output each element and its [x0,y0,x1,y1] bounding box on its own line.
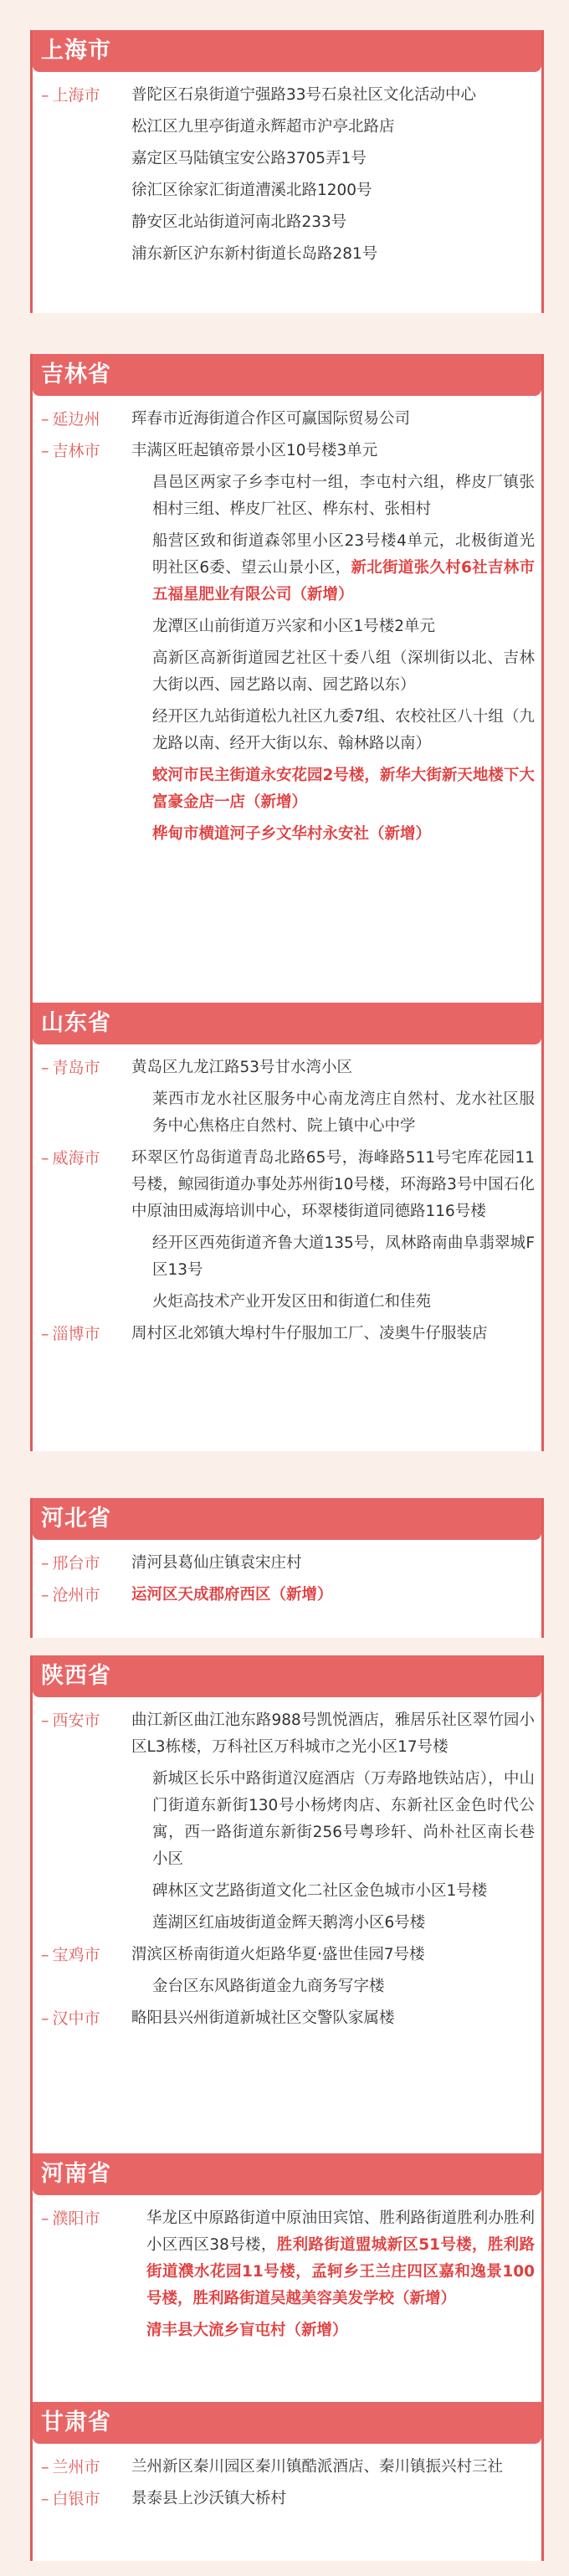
province-jilin [30,354,544,1010]
address-item: 曲江新区曲江池东路988号凯悦酒店，雅居乐社区翠竹园小区L3栋楼，万科社区万科城市之光小区17号楼 [131,1711,535,1756]
city-name: 汉中市 [52,2009,100,2028]
city-baoji: – 宝鸡市 渭滨区桥南街道火炬路华夏·盛世佳园7号楼 金台区东风路街道金九商务写字楼 [33,1942,541,2000]
province-title: 河南省 [33,2153,541,2195]
address-item: 金台区东风路街道金九商务写字楼 [152,1978,385,1995]
address-item: 黄岛区九龙江路53号甘水湾小区 [131,1059,353,1076]
city-name: 青岛市 [52,1059,100,1077]
address-item: 昌邑区两家子乡李屯村一组，李屯村六组，桦皮厂镇张相村三组、桦皮厂社区、桦东村、张相村 [152,474,535,518]
address-item: 松江区九里亭街道永辉超市沪亭北路店 [131,118,395,136]
province-title: 陕西省 [33,1655,541,1697]
province-title: 山东省 [33,1003,541,1044]
city-cangzhou: – 沧州市 运河区天成郡府西区（新增） [33,1582,541,1609]
province-title: 甘肃省 [33,2402,541,2444]
address-item: 龙潭区山前街道万兴家和小区1号楼2单元 [152,618,436,635]
new-address-highlight: 新北街道张久村6社吉林市五福星肥业有限公司（新增） [152,559,535,603]
new-address-highlight: 运河区天成郡府西区（新增） [131,1586,333,1604]
province-henan [30,2153,544,2402]
city-lanzhou: – 兰州市 兰州新区秦川园区秦川镇酷派酒店、秦川镇振兴村三社 [33,2454,541,2481]
province-title: 吉林省 [33,354,541,396]
province-title: 河北省 [33,1498,541,1540]
province-hebei [30,1498,544,1638]
city-name: 威海市 [52,1149,100,1167]
address-item: 浦东新区沪东新村街道长岛路281号 [131,245,378,263]
address-item: 周村区北郊镇大埠村牛仔服加工厂、凌奥牛仔服装店 [131,1325,488,1342]
city-puyang: – 濮阳市 华龙区中原路街道中原油田宾馆、胜利路街道胜利办胜利小区西区38号楼，胜利路街道盟城新区51号楼，胜利路街道濮水花园11号楼，孟轲乡王兰庄四区嘉和逸景100号楼，胜利路街道吴越美容美发学校（新增） [33,2205,541,2312]
address-item: 兰州新区秦川园区秦川镇酷派酒店、秦川镇振兴村三社 [131,2458,504,2476]
address-item: 莲湖区红庙坡街道金辉天鹅湾小区6号楼 [152,1914,426,1932]
city-name: 淄博市 [52,1325,100,1343]
address-item: 华龙区中原路街道中原油田宾馆、胜利路街道胜利办胜利小区西区38号楼，胜利路街道盟城新区51号楼，胜利路街道濮水花园11号楼，孟轲乡王兰庄四区嘉和逸景100号楼，胜利路街道吴越美容美发学校（新增） [146,2209,536,2307]
new-address-highlight: 桦甸市横道河子乡文华村永安社（新增） [152,825,432,843]
province-shaanxi [30,1655,544,2171]
city-qingdao: – 青岛市 黄岛区九龙江路53号甘水湾小区 莱西市龙水社区服务中心南龙湾庄自然村、龙水社区服务中心焦格庄自然村、院上镇中心中学 [33,1055,541,1140]
city-weihai: – 威海市 环翠区竹岛街道青岛北路65号，海峰路511号宅库花园11号楼，鲸园街道办事处苏州街10号楼，环海路3号中国石化中原油田威海培训中心，环翠楼街道同德路116号楼 经开区西苑街道齐鲁大道135号，凤林路南曲阜翡翠城F区13号 火炬高技术产业开发区田和街道仁和佳苑 [33,1145,541,1316]
address-item: 新城区长乐中路街道汉庭酒店（万寿路地铁站店），中山门街道东新街130号小杨烤肉店、东新社区金色时代公寓，西一路街道东新街256号粤珍轩、尚朴社区南长巷小区 [152,1770,535,1868]
address-item: 静安区北站街道河南北路233号 [131,213,347,231]
province-shandong [30,1003,544,1451]
city-name: 沧州市 [52,1586,100,1604]
new-address-highlight: 清丰县大流乡盲屯村（新增） [146,2322,348,2339]
address-item: 高新区高新街道园艺社区十委八组（深圳街以北、吉林大街以西、园艺路以南、园艺路以东） [152,649,535,694]
address-item: 环翠区竹岛街道青岛北路65号，海峰路511号宅库花园11号楼，鲸园街道办事处苏州街10号楼，环海路3号中国石化中原油田威海培训中心，环翠楼街道同德路116号楼 [131,1149,535,1220]
address-item: 略阳县兴州街道新城社区交警队家属楼 [131,2009,395,2027]
address-item: 火炬高技术产业开发区田和街道仁和佳苑 [152,1293,432,1311]
address-item: 嘉定区马陆镇宝安公路3705弄1号 [131,150,367,167]
city-name: 濮阳市 [52,2209,100,2228]
city-name: 白银市 [52,2490,100,2508]
city-name: 兰州市 [52,2458,100,2476]
address-item: 珲春市近海街道合作区可赢国际贸易公司 [131,410,411,428]
address-item: 清河县葛仙庄镇袁宋庄村 [131,1554,302,1572]
address-item: 普陀区石泉街道宁强路33号石泉社区文化活动中心 [131,86,477,104]
city-name: 邢台市 [52,1554,100,1573]
address-item: 经开区西苑街道齐鲁大道135号，凤林路南曲阜翡翠城F区13号 [152,1234,535,1279]
address-item: 碑林区文艺路街道文化二社区金色城市小区1号楼 [152,1882,488,1900]
city-shanghai: – 上海市 普陀区石泉街道宁强路33号石泉社区文化活动中心 松江区九里亭街道永辉超市沪亭北路店 嘉定区马陆镇宝安公路3705弄1号 徐汇区徐家汇街道漕溪北路1200号 静安区北站街道河南北路233号 浦东新区沪东新村街道长岛路281号 [33,82,541,268]
city-xingtai: – 邢台市 清河县葛仙庄镇袁宋庄村 [33,1550,541,1577]
address-item: 船营区致和街道森邻里小区23号楼4单元，北极街道光明社区6委、望云山景小区，新北街道张久村6社吉林市五福星肥业有限公司（新增） [152,532,535,603]
address-item: 景泰县上沙沃镇大桥村 [131,2490,287,2507]
address-item: 经开区九站街道松九社区九委7组、农校社区八十组（九龙路以南、经开大街以东、翰林路以南） [152,708,535,752]
new-address-highlight: 胜利路街道盟城新区51号楼，胜利路街道濮水花园11号楼，孟轲乡王兰庄四区嘉和逸景100号楼，胜利路街道吴越美容美发学校（新增） [146,2236,536,2307]
city-baiyin: – 白银市 景泰县上沙沃镇大桥村 [33,2486,541,2512]
city-hanzhong: – 汉中市 略阳县兴州街道新城社区交警队家属楼 [33,2005,541,2032]
city-name: 上海市 [52,86,100,105]
city-name: 宝鸡市 [52,1946,100,1964]
city-name: 吉林市 [52,442,100,460]
city-yanbian: – 延边州 珲春市近海街道合作区可赢国际贸易公司 [33,406,541,433]
city-zibo: – 淄博市 周村区北郊镇大埠村牛仔服加工厂、凌奥牛仔服装店 [33,1321,541,1347]
province-gansu [30,2402,544,2561]
address-item: 丰满区旺起镇帝景小区10号楼3单元 [131,442,378,459]
city-name: 西安市 [52,1711,100,1730]
address-item: 莱西市龙水社区服务中心南龙湾庄自然村、龙水社区服务中心焦格庄自然村、院上镇中心中学 [152,1090,535,1135]
province-title: 上海市 [33,30,541,72]
address-item: 徐汇区徐家汇街道漕溪北路1200号 [131,182,372,199]
province-shanghai [30,30,544,313]
city-name: 延边州 [52,410,100,428]
address-item: 渭滨区桥南街道火炬路华夏·盛世佳园7号楼 [131,1946,425,1963]
new-address-highlight: 蛟河市民主街道永安花园2号楼，新华大街新天地楼下大富豪金店一店（新增） [152,767,535,811]
city-jilin: – 吉林市 丰满区旺起镇帝景小区10号楼3单元 昌邑区两家子乡李屯村一组，李屯村六组，桦皮厂镇张相村三组、桦皮厂社区、桦东村、张相村 船营区致和街道森邻里小区23号楼4单元，北极街道光明社区6委、望云山景小区，新北街道张久村6社吉林市五福星肥业有限公司（新增） 龙潭区山前街道万兴家和小区1号楼2单元 高新区高新街道园艺社区十委八组（深圳街以北、吉林大街以西、园艺路以南、园艺路以东） 经开区九站街道松九社区九委7组、农校社区八十组（九龙路以南、经开大街以东、翰林路以南） [33,438,541,757]
city-xian: – 西安市 曲江新区曲江池东路988号凯悦酒店，雅居乐社区翠竹园小区L3栋楼，万科社区万科城市之光小区17号楼 新城区长乐中路街道汉庭酒店（万寿路地铁站店），中山门街道东新街130号小杨烤肉店、东新社区金色时代公寓，西一路街道东新街256号粤珍轩、尚朴社区南长巷小区 碑林区文艺路街道文化二社区金色城市小区1号楼 莲湖区红庙坡街道金辉天鹅湾小区6号楼 [33,1707,541,1937]
